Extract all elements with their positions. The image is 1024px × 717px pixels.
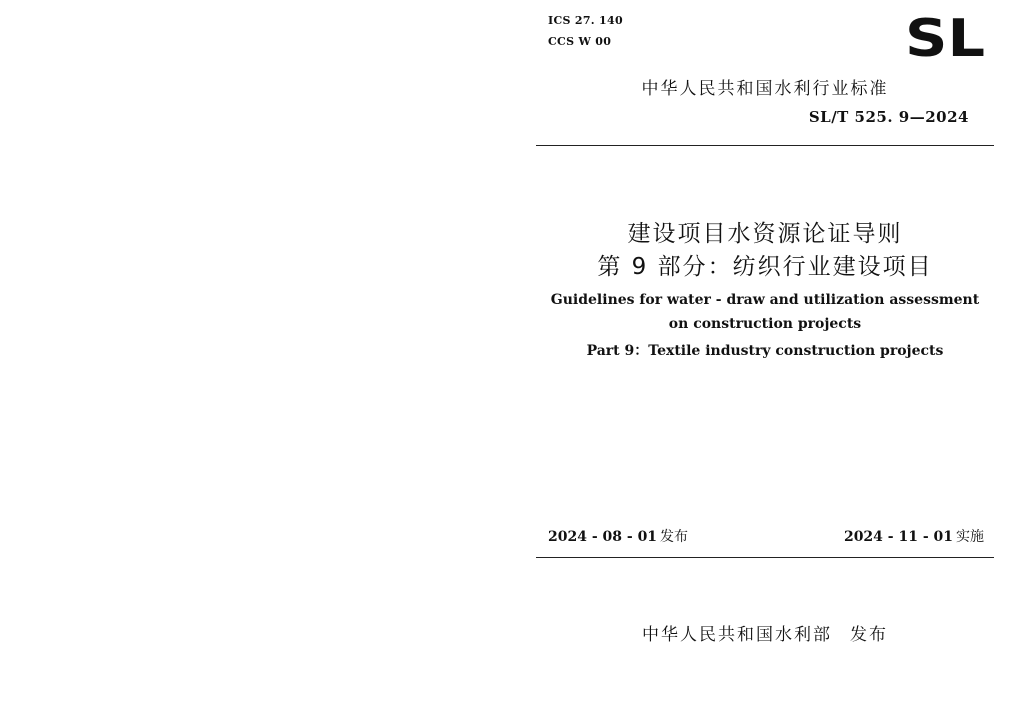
title-cn-line1: 建设项目水资源论证导则 — [627, 221, 903, 247]
issue-date: 2024 - 08 - 01 — [548, 529, 658, 545]
ics-code: ICS 27. 140 — [548, 14, 623, 27]
sl-logo-text: SL — [905, 12, 985, 60]
title-en-line3: Part 9：Textile industry construction projects — [586, 343, 944, 359]
sl-logo — [905, 12, 987, 60]
issue-date-block — [548, 526, 688, 546]
ccs-code: CCS W 00 — [548, 35, 612, 48]
issue-label: 发布 — [660, 529, 689, 545]
title-en-line1: Guidelines for water - draw and utilization assessment — [550, 292, 980, 308]
title-cn-line2: 第 9 部分：纺织行业建设项目 — [597, 254, 933, 280]
bottom-divider — [536, 557, 994, 558]
effective-date-block — [844, 526, 984, 546]
publisher-name: 中华人民共和国水利部 — [642, 625, 832, 645]
publisher — [536, 620, 994, 645]
standard-number: SL/T 525. 9—2024 — [808, 108, 969, 126]
standard-type: 中华人民共和国水利行业标准 — [641, 79, 889, 99]
publisher-action: 发布 — [850, 625, 888, 645]
effective-label: 实施 — [956, 529, 984, 545]
top-divider — [536, 145, 994, 146]
effective-date: 2024 - 11 - 01 — [843, 529, 953, 545]
title-en-line2: on construction projects — [668, 316, 862, 332]
